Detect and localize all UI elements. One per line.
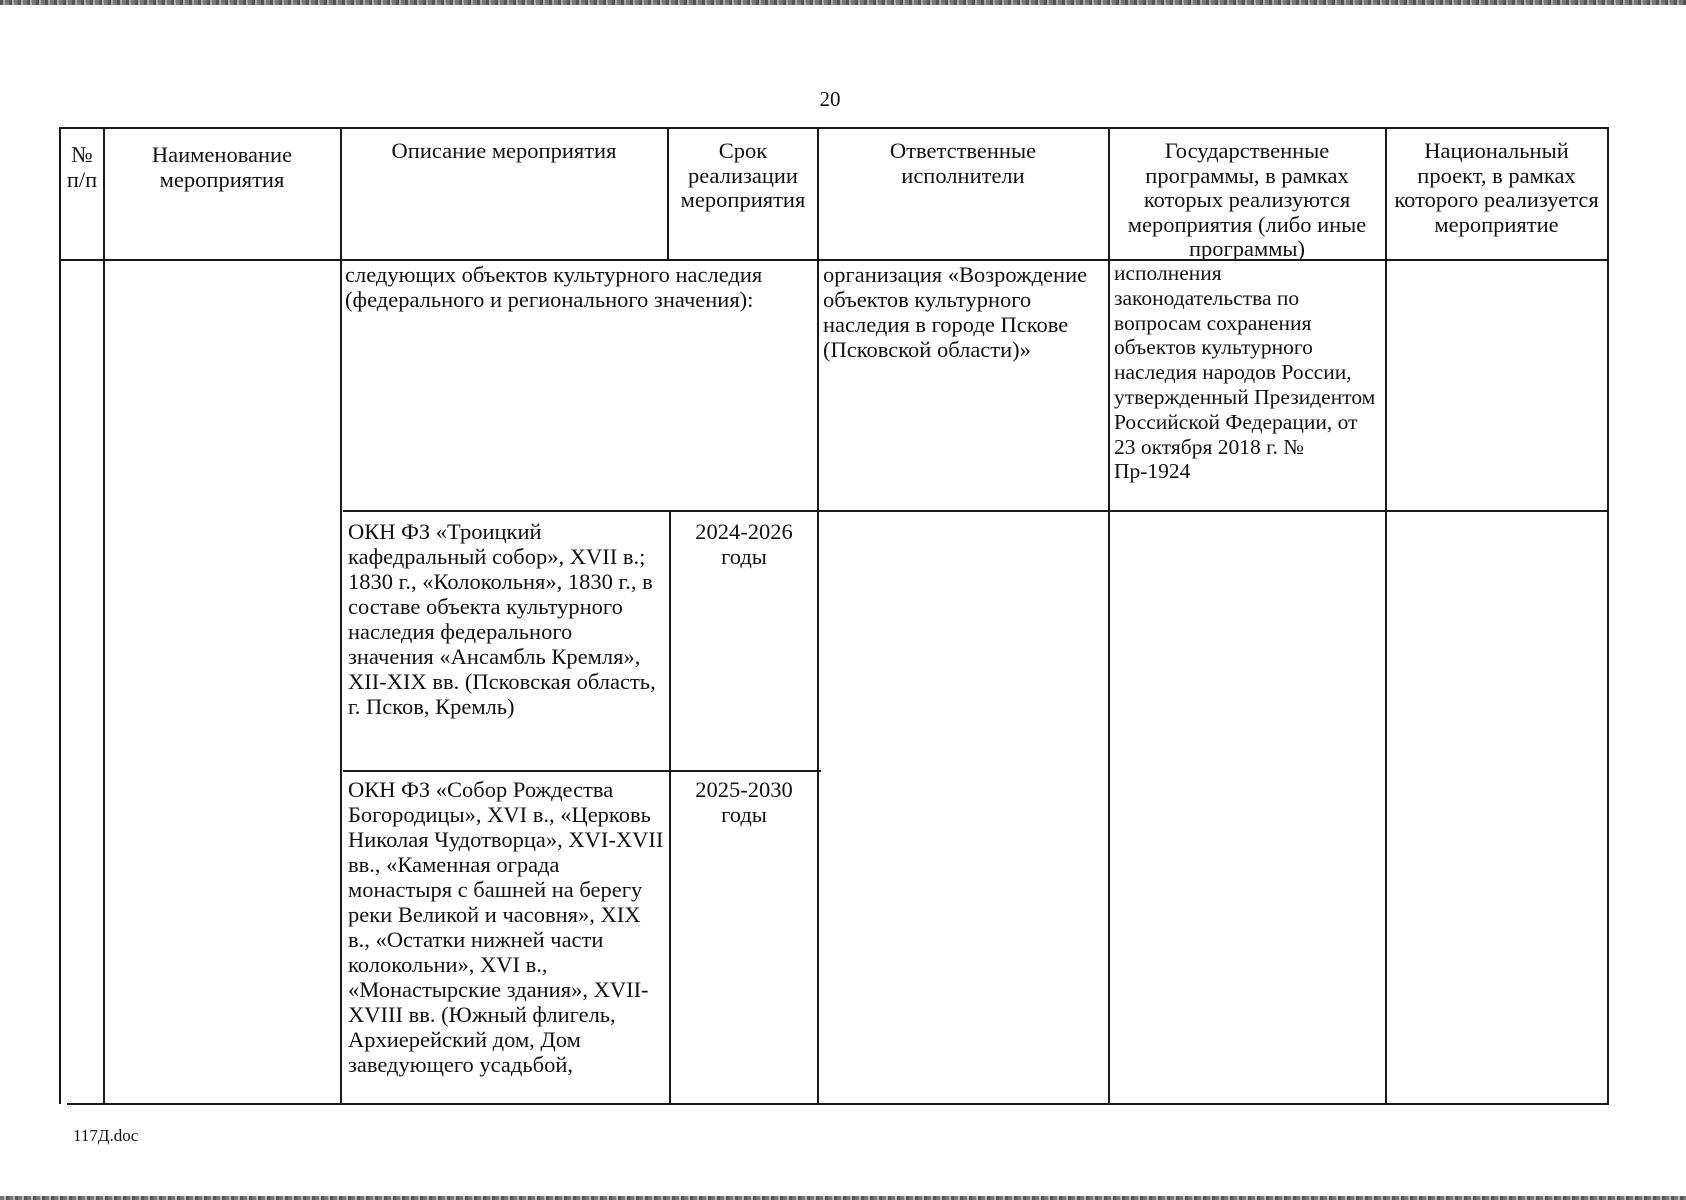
table-border-right [1607, 127, 1609, 1104]
table-border-bottom [67, 1103, 1609, 1105]
scan-edge-bottom [0, 1196, 1686, 1200]
subrow-divider [343, 770, 821, 772]
header-description: Описание мероприятия [391, 138, 617, 163]
footer-file-name: 117Д.doc [73, 1126, 139, 1145]
column-divider-3-lower [669, 511, 671, 1104]
header-programs: Государственные программы, в рамках которых реализуются мероприятия (либо иные программы) [1127, 138, 1367, 261]
continuation-responsible: организация «Возрождение объектов культурного наследия в городе Пскове (Псковской области)» [823, 262, 1088, 362]
header-national-project: Национальный проект, в рамках которого реализуется мероприятие [1394, 138, 1599, 237]
subrow-2-description: ОКН ФЗ «Собор Рождества Богородицы», XVI в., «Церковь Николая Чудотворца», XVI-XVII вв., «Каменная ограда монастыря с башней на берегу реки Великой и часовня», XIX в., «Остатки нижней части колокольни», XVI в., «Монастырские здания», XVII-XVIII вв. (Южный флигель, Архиерейский дом, Дом заведующего усадьбой, [348, 777, 664, 1077]
continuation-programs: исполнения законодательства по вопросам сохранения объектов культурного наследия народов России, утвержденный Президентом Российской Федерации, от 23 октября 2018 г. № Пр-1924 [1114, 261, 1376, 484]
table-border-top [59, 127, 1609, 129]
table-border-left [59, 127, 61, 1104]
column-divider-6 [1385, 127, 1387, 1104]
column-divider-2 [340, 127, 342, 1104]
continuation-row-border [343, 510, 1609, 512]
column-divider-4 [817, 127, 819, 1104]
header-name: Наименование мероприятия [151, 142, 293, 192]
continuation-description: следующих объектов культурного наследия (федерального и регионального значения): [345, 262, 763, 312]
header-period: Срок реализации мероприятия [680, 138, 806, 212]
column-divider-1 [103, 127, 105, 1104]
subrow-2-period: 2025-2030 годы [695, 777, 793, 827]
column-divider-3 [667, 127, 669, 260]
subrow-1-description: ОКН ФЗ «Троицкий кафедральный собор», XVII в.; 1830 г., «Колокольня», 1830 г., в составе объекта культурного наследия федерального значения «Ансамбль Кремля», XII-XIX вв. (Псковская область, г. Псков, Кремль) [348, 519, 656, 719]
subrow-1-period: 2024-2026 годы [695, 519, 793, 569]
column-divider-5 [1108, 127, 1110, 1104]
header-responsible: Ответственные исполнители [889, 138, 1037, 188]
header-number: № п/п [66, 142, 98, 192]
page-number: 20 [819, 87, 841, 111]
